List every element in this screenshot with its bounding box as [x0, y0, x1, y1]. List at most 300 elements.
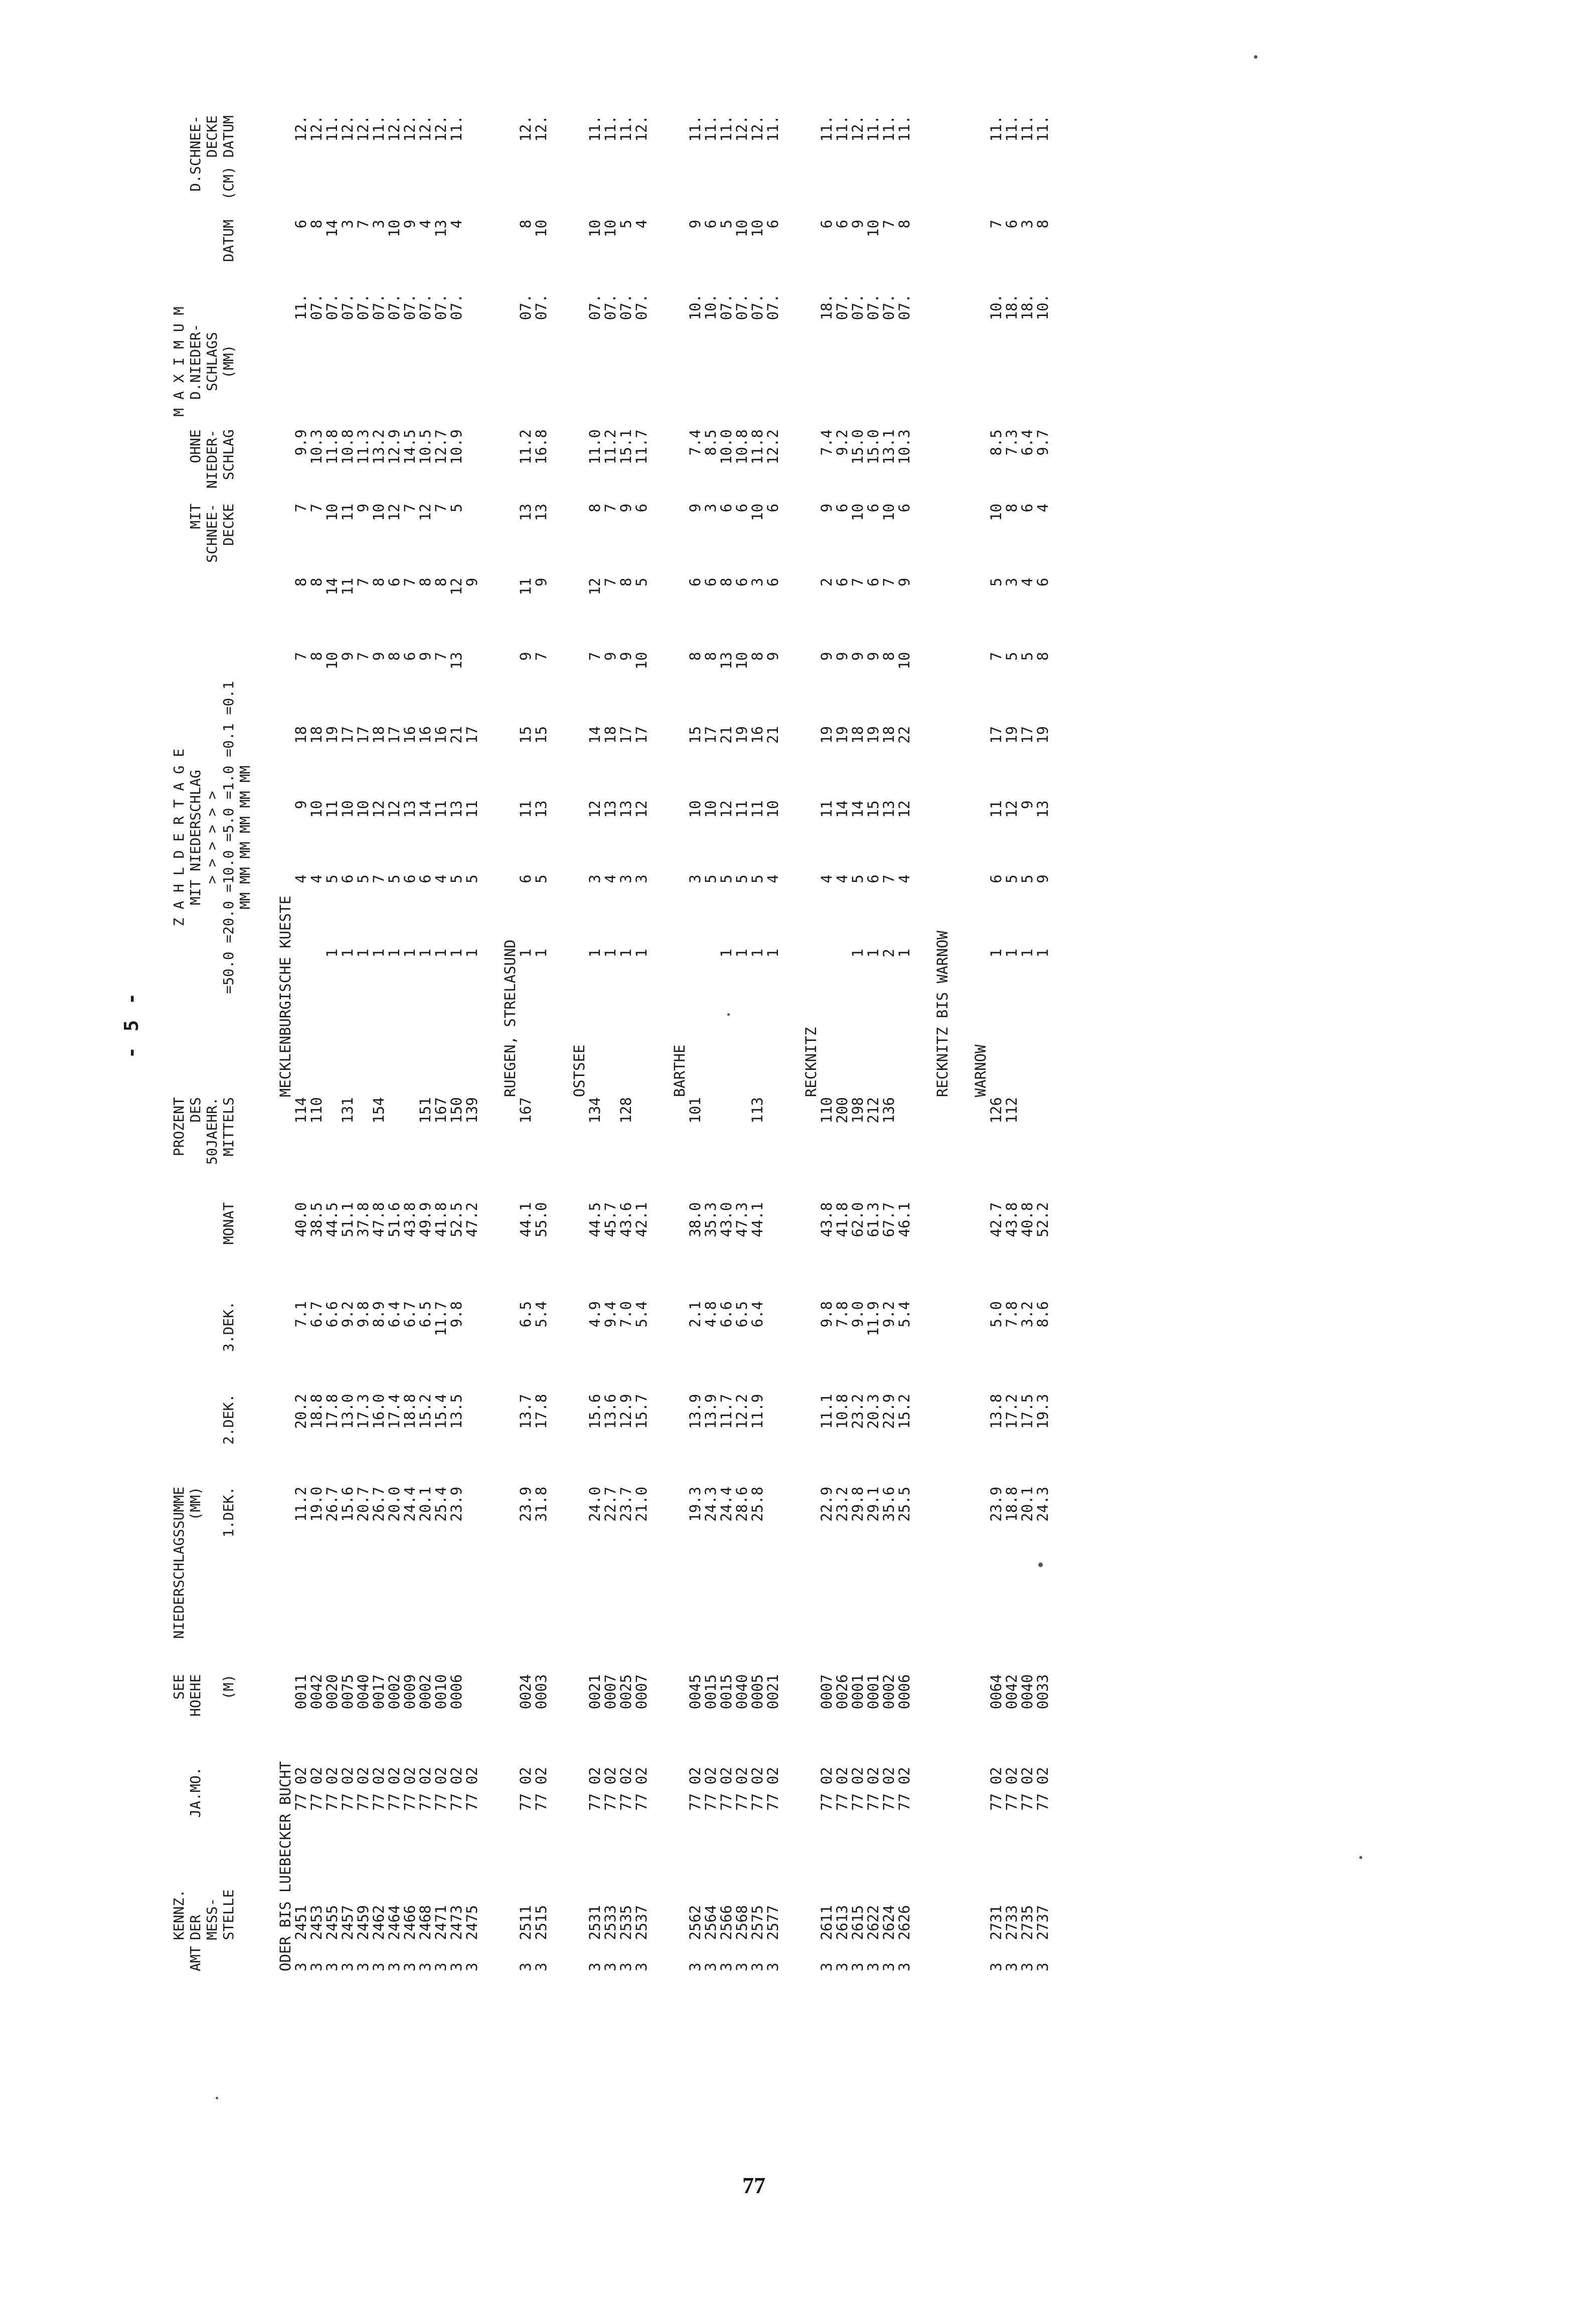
- table-cell: 3: [1003, 577, 1020, 587]
- table-cell: 1: [988, 949, 1005, 958]
- region-subtitle: WARNOW: [972, 1044, 989, 1098]
- header-cell: [204, 1487, 220, 1674]
- table-cell: 10: [687, 800, 704, 818]
- table-cell: 7: [880, 577, 897, 587]
- table-cell: 8.5: [702, 429, 719, 456]
- table-cell: 6: [401, 652, 418, 661]
- table-cell: 7: [602, 503, 619, 513]
- table-cell: 3: [733, 1962, 750, 1971]
- table-cell: 8: [386, 652, 403, 661]
- table-cell: 11.: [1003, 115, 1020, 142]
- table-cell: [734, 1023, 750, 1097]
- table-cell: 12.9: [386, 429, 403, 465]
- table-cell: 0015: [702, 1674, 719, 1710]
- table-cell: 2562: [687, 1905, 704, 1940]
- table-cell: 12.2: [733, 1394, 750, 1429]
- table-cell: 77 02: [1034, 1767, 1051, 1811]
- table-cell: 3: [849, 1962, 866, 1971]
- table-cell: 23.2: [849, 1394, 866, 1429]
- table-cell: 19: [834, 726, 851, 744]
- table-header: [171, 115, 271, 1971]
- header-cell: SCHNEE-: [204, 503, 220, 563]
- header-cell: DER: [187, 1915, 204, 1940]
- table-cell: 16: [432, 726, 449, 744]
- table-cell: 6: [865, 577, 882, 587]
- table-cell: 13.8: [988, 1394, 1005, 1429]
- table-cell: 11.: [1034, 115, 1051, 142]
- header-cell: MITTELS: [220, 1097, 237, 1157]
- table-cell: 25.8: [749, 1486, 766, 1522]
- table-row: [309, 115, 325, 1971]
- table-cell: 12: [633, 800, 650, 818]
- table-cell: 19.0: [308, 1486, 325, 1522]
- table-row: [402, 115, 418, 1971]
- table-cell: 12: [417, 503, 434, 521]
- table-cell: 11.1: [818, 1394, 835, 1429]
- table-row: [835, 115, 850, 1971]
- table-cell: [765, 1301, 781, 1394]
- table-cell: 1: [764, 949, 781, 958]
- table-cell: 0002: [417, 1674, 434, 1710]
- table-cell: 3: [687, 874, 704, 883]
- header-cell: [204, 1674, 220, 1767]
- table-cell: 17: [386, 726, 403, 744]
- table-cell: 9: [517, 652, 534, 661]
- table-cell: 8: [417, 577, 434, 587]
- table-cell: 3.2: [1019, 1301, 1036, 1328]
- table-cell: 77 02: [401, 1767, 418, 1811]
- table-cell: 0021: [764, 1674, 781, 1710]
- table-cell: 18.8: [401, 1394, 418, 1429]
- table-cell: 12.: [355, 115, 372, 142]
- header-cell: AMT: [187, 1946, 204, 1971]
- table-cell: 167: [432, 1097, 449, 1124]
- table-cell: 12.9: [617, 1394, 634, 1429]
- header-cell: (MM): [187, 1486, 204, 1521]
- table-cell: 12.: [733, 115, 750, 142]
- table-cell: 10: [602, 219, 619, 237]
- table-cell: 6.7: [308, 1301, 325, 1328]
- table-cell: 6: [764, 219, 781, 229]
- table-cell: 2737: [1034, 1905, 1051, 1940]
- header-cell: [237, 220, 253, 294]
- table-cell: 11.2: [292, 1486, 309, 1522]
- table-cell: 12: [386, 800, 403, 818]
- table-cell: 0024: [517, 1674, 534, 1710]
- table-cell: 3: [386, 1962, 403, 1971]
- table-cell: 40.0: [292, 1202, 309, 1238]
- table-cell: 43.8: [818, 1202, 835, 1238]
- table-cell: 77 02: [533, 1767, 550, 1811]
- table-cell: 11.: [370, 115, 387, 142]
- table-cell: 15: [517, 726, 534, 744]
- table-cell: 12: [718, 800, 735, 818]
- table-cell: 16: [417, 726, 434, 744]
- table-cell: 15.1: [617, 429, 634, 465]
- table-cell: 2471: [432, 1905, 449, 1940]
- table-cell: 44.1: [517, 1202, 534, 1238]
- table-cell: 6.7: [401, 1301, 418, 1328]
- table-cell: 11.: [292, 293, 309, 321]
- table-cell: [534, 1023, 549, 1097]
- table-cell: 2531: [586, 1905, 603, 1940]
- header-cell: [204, 1301, 220, 1394]
- table-cell: 9: [849, 219, 866, 229]
- table-cell: 10: [339, 800, 356, 818]
- table-cell: 18.: [1019, 293, 1036, 321]
- table-cell: 14.5: [401, 429, 418, 465]
- table-cell: [835, 949, 850, 1023]
- table-cell: 2731: [988, 1905, 1005, 1940]
- table-cell: 7: [355, 219, 372, 229]
- table-cell: 07.: [718, 293, 735, 321]
- table-cell: 16.0: [370, 1394, 387, 1429]
- table-cell: 2.1: [687, 1301, 704, 1328]
- table-cell: 0045: [687, 1674, 704, 1710]
- table-cell: 77 02: [355, 1767, 372, 1811]
- header-cell: [237, 1767, 253, 1860]
- table-row: [325, 115, 340, 1971]
- table-cell: 1: [849, 949, 866, 958]
- table-cell: 46.1: [896, 1202, 913, 1238]
- table-cell: 6: [733, 577, 750, 587]
- table-cell: 15.4: [432, 1394, 449, 1429]
- table-cell: 26.7: [324, 1486, 341, 1522]
- table-cell: 0017: [370, 1674, 387, 1710]
- table-cell: 77 02: [733, 1767, 750, 1811]
- header-cell: (CM) DATUM: [220, 115, 237, 200]
- region-subtitle: MECKLENBURGISCHE KUESTE: [277, 895, 294, 1098]
- table-cell: 13: [533, 800, 550, 818]
- table-cell: 3: [463, 1962, 481, 1971]
- table-cell: 3: [417, 1962, 434, 1971]
- table-cell: 11.: [880, 115, 897, 142]
- table-cell: 19: [324, 726, 341, 744]
- header-cell: Z A H L D E R T A G E: [171, 748, 187, 927]
- table-cell: 5: [1003, 874, 1020, 883]
- header-cell: [237, 1202, 253, 1301]
- table-cell: 11: [818, 800, 835, 818]
- table-cell: 9: [849, 652, 866, 661]
- table-cell: 13: [1034, 800, 1051, 818]
- table-cell: 17: [633, 726, 650, 744]
- table-cell: 13: [880, 800, 897, 818]
- table-cell: 11.7: [432, 1301, 449, 1336]
- table-cell: 2455: [324, 1905, 341, 1940]
- header-cell: SCHLAG: [220, 429, 237, 481]
- precipitation-table: [171, 115, 1067, 1971]
- table-cell: 3: [702, 503, 719, 513]
- table-cell: 07.: [749, 293, 766, 321]
- table-cell: 6.6: [324, 1301, 341, 1328]
- table-cell: 47.3: [733, 1202, 750, 1238]
- table-cell: 3: [880, 1962, 897, 1971]
- table-cell: 6: [687, 577, 704, 587]
- table-cell: 8: [308, 652, 325, 661]
- table-cell: 77 02: [517, 1767, 534, 1811]
- table-cell: 10: [370, 503, 387, 521]
- table-cell: [866, 1023, 881, 1097]
- table-cell: 20.0: [386, 1486, 403, 1522]
- table-cell: 9: [818, 652, 835, 661]
- table-cell: 128: [617, 1097, 634, 1124]
- table-cell: 10: [586, 219, 603, 237]
- table-cell: [750, 1023, 765, 1097]
- table-cell: 17: [339, 726, 356, 744]
- table-cell: [433, 1023, 449, 1097]
- table-cell: 3: [517, 1962, 534, 1971]
- table-cell: 77 02: [849, 1767, 866, 1811]
- table-cell: 9: [687, 219, 704, 229]
- table-cell: 10: [324, 503, 341, 521]
- table-cell: 10.8: [339, 429, 356, 465]
- table-cell: 18: [880, 726, 897, 744]
- table-cell: 5: [324, 874, 341, 883]
- table-cell: 5.4: [533, 1301, 550, 1328]
- table-body: [271, 115, 1067, 1971]
- header-cell: [237, 1940, 253, 1971]
- table-cell: 23.9: [517, 1486, 534, 1522]
- table-cell: 07.: [733, 293, 750, 321]
- table-cell: 110: [308, 1097, 325, 1124]
- table-cell: 7.0: [617, 1301, 634, 1328]
- table-cell: 25.5: [896, 1486, 913, 1522]
- table-cell: 07.: [896, 293, 913, 321]
- table-cell: 12.: [533, 115, 550, 142]
- table-cell: 2626: [896, 1905, 913, 1940]
- table-cell: 14: [324, 577, 341, 595]
- table-cell: 9: [401, 219, 418, 229]
- table-cell: 11: [517, 577, 534, 595]
- table-cell: 2535: [617, 1905, 634, 1940]
- table-cell: 07.: [602, 293, 619, 321]
- table-row: [603, 115, 618, 1971]
- table-cell: 14: [849, 800, 866, 818]
- table-cell: 10: [764, 800, 781, 818]
- table-cell: 21: [718, 726, 735, 744]
- table-cell: 77 02: [339, 1767, 356, 1811]
- table-cell: 8: [1034, 652, 1051, 661]
- table-cell: 1: [386, 949, 403, 958]
- table-cell: 1: [896, 949, 913, 958]
- table-cell: 5: [355, 874, 372, 883]
- table-cell: 3: [533, 1962, 550, 1971]
- table-cell: 2468: [417, 1905, 434, 1940]
- table-cell: 17: [355, 726, 372, 744]
- table-cell: [719, 1023, 734, 1097]
- table-cell: 61.3: [865, 1202, 882, 1238]
- table-row: [1020, 115, 1035, 1971]
- table-cell: 10.0: [718, 429, 735, 465]
- table-cell: 6: [865, 503, 882, 513]
- table-cell: 20.1: [417, 1486, 434, 1522]
- table-cell: 3: [749, 577, 766, 587]
- table-cell: 23.2: [834, 1486, 851, 1522]
- table-cell: 1: [401, 949, 418, 958]
- table-cell: 7.8: [1003, 1301, 1020, 1328]
- table-cell: 77 02: [292, 1767, 309, 1811]
- table-cell: 4: [1019, 577, 1036, 587]
- table-cell: 12: [896, 800, 913, 818]
- table-cell: 1: [533, 949, 550, 958]
- table-cell: 0009: [401, 1674, 418, 1710]
- table-cell: 10: [880, 503, 897, 521]
- table-cell: 2568: [733, 1905, 750, 1940]
- table-cell: 6: [834, 503, 851, 513]
- table-cell: 5.0: [988, 1301, 1005, 1328]
- table-cell: [688, 949, 703, 1023]
- header-cell: [171, 1301, 187, 1394]
- table-cell: 6: [702, 577, 719, 587]
- table-cell: 7: [602, 577, 619, 587]
- table-cell: 18: [308, 726, 325, 744]
- table-cell: 12.: [749, 115, 766, 142]
- table-cell: 6.5: [733, 1301, 750, 1328]
- table-cell: 10: [865, 219, 882, 237]
- table-cell: [897, 1023, 912, 1097]
- region-subtitle: BARTHE: [671, 1044, 688, 1098]
- table-cell: 6: [1034, 577, 1051, 587]
- table-cell: 8: [292, 577, 309, 587]
- table-cell: 0007: [633, 1674, 650, 1710]
- table-cell: 0003: [533, 1674, 550, 1710]
- table-cell: 2453: [308, 1905, 325, 1940]
- table-cell: 3: [896, 1962, 913, 1971]
- table-cell: 77 02: [896, 1767, 913, 1811]
- table-cell: 5: [386, 874, 403, 883]
- table-cell: 7: [586, 652, 603, 661]
- table-cell: 11.2: [602, 429, 619, 465]
- table-cell: 12: [586, 577, 603, 595]
- table-cell: 13: [533, 503, 550, 521]
- table-cell: 3: [617, 1962, 634, 1971]
- table-cell: 11.8: [749, 429, 766, 465]
- table-cell: 0026: [834, 1674, 851, 1710]
- table-cell: 6.4: [1019, 429, 1036, 456]
- table-cell: 11.8: [324, 429, 341, 465]
- table-cell: 11: [733, 800, 750, 818]
- table-cell: 20.7: [355, 1486, 372, 1522]
- table-cell: 6.5: [517, 1301, 534, 1328]
- table-cell: [703, 1097, 719, 1202]
- region-subtitle-row: [928, 115, 950, 1971]
- table-cell: 18: [849, 726, 866, 744]
- table-cell: 17.2: [1003, 1394, 1020, 1429]
- table-cell: 4: [417, 219, 434, 229]
- table-cell: 19: [1003, 726, 1020, 744]
- table-cell: [703, 1023, 719, 1097]
- table-cell: 19: [1034, 726, 1051, 744]
- table-cell: 14: [834, 800, 851, 818]
- table-cell: 10.9: [448, 429, 465, 465]
- table-cell: 7: [880, 874, 897, 883]
- table-cell: 8: [702, 652, 719, 661]
- table-cell: 15: [687, 726, 704, 744]
- header-cell: [237, 1301, 253, 1394]
- table-cell: 3: [586, 874, 603, 883]
- table-cell: 7.4: [818, 429, 835, 456]
- table-cell: 167: [517, 1097, 534, 1124]
- table-cell: 29.8: [849, 1486, 866, 1522]
- table-cell: [464, 652, 480, 726]
- table-row: [464, 115, 480, 1971]
- table-cell: 52.5: [448, 1202, 465, 1238]
- table-cell: [1035, 1023, 1051, 1097]
- table-cell: 8: [517, 219, 534, 229]
- table-cell: 6: [764, 577, 781, 587]
- table-cell: 10.3: [308, 429, 325, 465]
- table-cell: 11: [463, 800, 481, 818]
- header-cell: MM MM MM MM MM MM: [237, 765, 253, 909]
- table-row: [719, 115, 734, 1971]
- table-cell: 47.8: [370, 1202, 387, 1238]
- header-cell: [237, 115, 253, 220]
- region-subtitle: RUEGEN, STRELASUND: [502, 939, 519, 1098]
- table-cell: 6: [1019, 503, 1036, 513]
- table-cell: 13: [401, 800, 418, 818]
- table-cell: 49.9: [417, 1202, 434, 1238]
- table-cell: 41.8: [432, 1202, 449, 1238]
- header-cell: [237, 1487, 253, 1674]
- header-cell: > > > > > >: [204, 791, 220, 884]
- table-cell: 3: [292, 1962, 309, 1971]
- table-cell: [402, 1023, 418, 1097]
- table-cell: 11.3: [355, 429, 372, 465]
- table-cell: [719, 1097, 734, 1202]
- table-cell: 2615: [849, 1905, 866, 1940]
- table-cell: 6: [764, 503, 781, 513]
- table-cell: 6: [292, 219, 309, 229]
- table-row: [1004, 115, 1020, 1971]
- table-cell: 18: [602, 726, 619, 744]
- table-cell: 44.5: [324, 1202, 341, 1238]
- scan-speck: [1359, 1856, 1362, 1859]
- table-cell: 11.: [586, 115, 603, 142]
- table-cell: 6: [386, 577, 403, 587]
- scan-speck: [1038, 1563, 1043, 1567]
- table-cell: 43.0: [718, 1202, 735, 1238]
- table-cell: 18.8: [308, 1394, 325, 1429]
- table-cell: 126: [988, 1097, 1005, 1124]
- table-cell: 7: [355, 577, 372, 587]
- region-title: ODER BIS LUEBECKER BUCHT: [277, 1761, 294, 1971]
- header-cell: M A X I M U M: [171, 306, 187, 417]
- header-cell: [171, 504, 187, 578]
- table-cell: 35.3: [702, 1202, 719, 1238]
- header-cell: [204, 1767, 220, 1860]
- table-cell: 11.: [617, 115, 634, 142]
- table-cell: 07.: [308, 293, 325, 321]
- table-cell: 4: [834, 874, 851, 883]
- table-cell: 5: [749, 874, 766, 883]
- table-cell: 1: [355, 949, 372, 958]
- table-cell: 17: [617, 726, 634, 744]
- table-cell: 11.: [834, 115, 851, 142]
- table-cell: 12.: [339, 115, 356, 142]
- table-cell: 6.4: [749, 1301, 766, 1328]
- table-row: [881, 115, 897, 1971]
- table-cell: 9.8: [818, 1301, 835, 1328]
- table-cell: 43.6: [617, 1202, 634, 1238]
- table-cell: 2575: [749, 1905, 766, 1940]
- header-cell: PROZENT: [171, 1097, 187, 1157]
- table-cell: 13: [432, 219, 449, 237]
- table-cell: 23.7: [617, 1486, 634, 1522]
- header-cell: NIEDER-: [204, 429, 220, 489]
- table-cell: 6: [834, 577, 851, 587]
- table-cell: 11.9: [749, 1394, 766, 1429]
- table-cell: 07.: [764, 293, 781, 321]
